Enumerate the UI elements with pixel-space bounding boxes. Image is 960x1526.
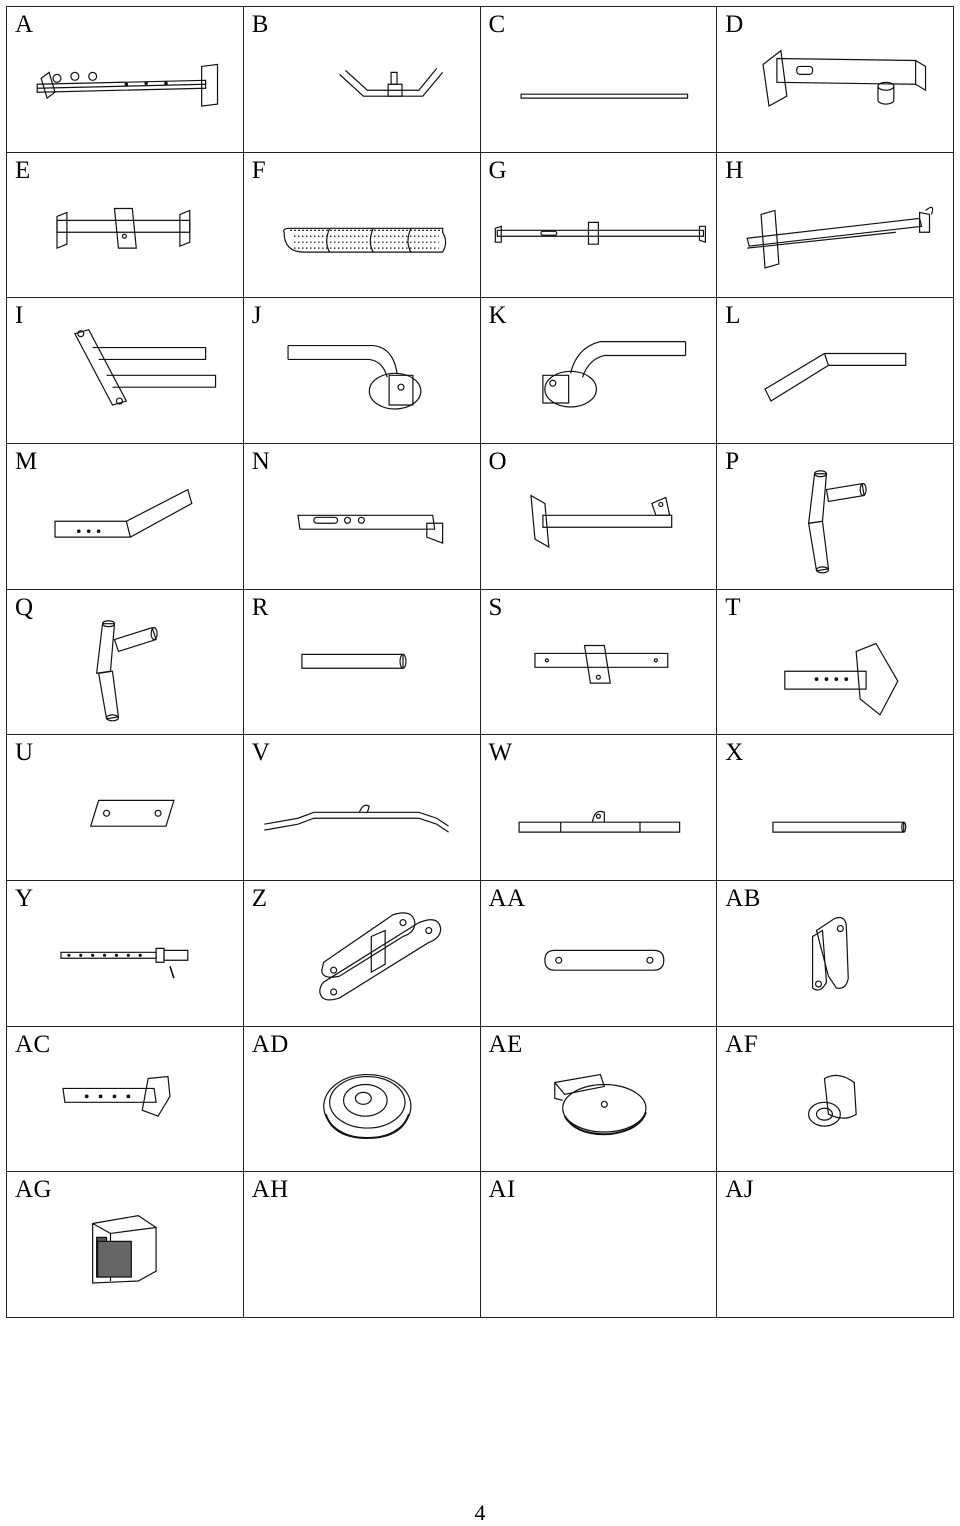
part-cell-j [244, 298, 481, 444]
part-cell-c [481, 7, 718, 153]
part-cell-k [481, 298, 718, 444]
part-d-drawing [717, 7, 953, 152]
part-cell-r [244, 590, 481, 736]
part-cell-v [244, 735, 481, 881]
part-label: I [15, 302, 24, 330]
part-label: AF [725, 1030, 759, 1058]
part-label: AI [488, 1176, 516, 1204]
part-af-drawing [717, 1027, 953, 1172]
part-label: AH [251, 1176, 289, 1204]
part-cell-aj [717, 1172, 954, 1318]
part-c-drawing [481, 7, 717, 152]
part-cell-t [717, 590, 954, 736]
part-a-drawing [7, 7, 243, 152]
part-cell-p [717, 444, 954, 590]
part-label: T [725, 593, 742, 621]
part-label: D [725, 11, 744, 38]
part-f-drawing [244, 153, 480, 298]
part-label: V [251, 739, 271, 767]
part-ab-drawing [717, 881, 953, 1026]
part-cell-b [244, 7, 481, 153]
part-cell-l [717, 298, 954, 444]
part-label: X [725, 739, 744, 767]
part-q-drawing [7, 590, 243, 735]
part-k-drawing [481, 298, 717, 443]
part-cell-f [244, 153, 481, 299]
part-label: F [251, 156, 267, 184]
part-n-drawing [244, 444, 480, 589]
part-label: K [488, 302, 508, 330]
part-label: N [251, 448, 271, 475]
part-l-drawing [717, 298, 953, 443]
part-cell-g [481, 153, 718, 299]
part-t-drawing [717, 590, 953, 735]
part-cell-e [7, 153, 244, 299]
part-label: M [15, 448, 38, 475]
part-label: Q [15, 593, 34, 621]
part-u-drawing [7, 735, 243, 880]
part-label: AA [488, 885, 526, 912]
part-s-drawing [481, 590, 717, 735]
part-label: C [488, 11, 506, 38]
part-label: AC [15, 1030, 51, 1058]
part-label: A [15, 11, 34, 38]
part-label: AD [251, 1030, 289, 1058]
part-label: B [251, 11, 269, 38]
page-number: 4 [474, 1500, 486, 1525]
part-ad-drawing [244, 1027, 480, 1172]
part-label: J [251, 302, 262, 330]
part-x-drawing [717, 735, 953, 880]
part-label: P [725, 448, 740, 475]
part-label: S [488, 593, 503, 621]
part-label: W [488, 739, 513, 767]
part-label: Z [251, 885, 268, 912]
part-m-drawing [7, 444, 243, 589]
part-label: O [488, 448, 508, 475]
part-aa-drawing [481, 881, 717, 1026]
part-cell-ai [481, 1172, 718, 1318]
part-y-drawing [7, 881, 243, 1026]
part-cell-ac [7, 1027, 244, 1173]
part-label: U [15, 739, 34, 767]
part-e-drawing [7, 153, 243, 298]
part-cell-d [717, 7, 954, 153]
part-w-drawing [481, 735, 717, 880]
part-i-drawing [7, 298, 243, 443]
part-label: L [725, 302, 742, 330]
part-ae-drawing [481, 1027, 717, 1172]
part-label: G [488, 156, 508, 184]
part-cell-aa [481, 881, 718, 1027]
part-cell-ah [244, 1172, 481, 1318]
part-label: R [251, 593, 269, 621]
part-r-drawing [244, 590, 480, 735]
part-cell-ab [717, 881, 954, 1027]
part-cell-s [481, 590, 718, 736]
part-cell-af [717, 1027, 954, 1173]
part-h-drawing [717, 153, 953, 298]
part-cell-h [717, 153, 954, 299]
part-cell-ae [481, 1027, 718, 1173]
part-cell-n [244, 444, 481, 590]
part-cell-ad [244, 1027, 481, 1173]
part-label: Y [15, 885, 34, 912]
part-j-drawing [244, 298, 480, 443]
part-label: E [15, 156, 31, 184]
part-cell-m [7, 444, 244, 590]
parts-grid [6, 6, 954, 1318]
part-p-drawing [717, 444, 953, 589]
part-o-drawing [481, 444, 717, 589]
part-cell-y [7, 881, 244, 1027]
part-ac-drawing [7, 1027, 243, 1172]
part-label: AG [15, 1176, 53, 1204]
part-cell-x [717, 735, 954, 881]
part-label: AE [488, 1030, 523, 1058]
part-b-drawing [244, 7, 480, 152]
part-g-drawing [481, 153, 717, 298]
part-label: AJ [725, 1176, 755, 1204]
part-cell-a [7, 7, 244, 153]
part-cell-o [481, 444, 718, 590]
part-ag-drawing [7, 1172, 243, 1317]
part-label: AB [725, 885, 761, 912]
part-cell-ag [7, 1172, 244, 1318]
part-z-drawing [244, 881, 480, 1026]
part-label: H [725, 156, 744, 184]
part-cell-i [7, 298, 244, 444]
part-cell-w [481, 735, 718, 881]
part-cell-u [7, 735, 244, 881]
part-cell-q [7, 590, 244, 736]
part-v-drawing [244, 735, 480, 880]
part-cell-z [244, 881, 481, 1027]
